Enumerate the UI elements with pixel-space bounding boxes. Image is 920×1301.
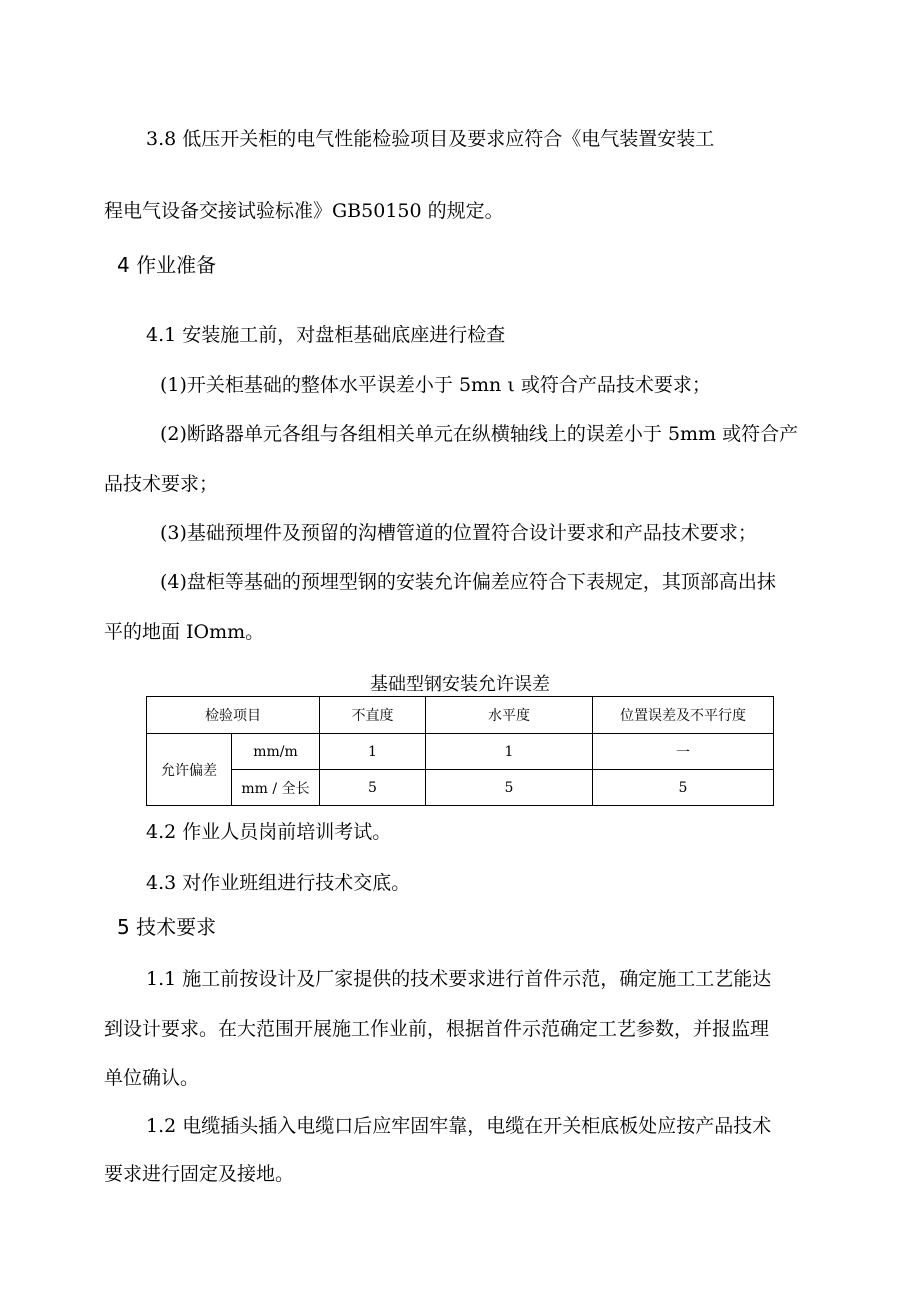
item-4-line1: (4)盘柜等基础的预埋型钢的安装允许偏差应符合下表规定，其顶部高出抹: [160, 571, 776, 593]
row-unit: mm / 全长: [232, 770, 320, 806]
header-straightness: 不直度: [320, 697, 426, 734]
cell-position: 5: [593, 770, 774, 806]
table-row: [147, 770, 774, 806]
table-header-row: [147, 697, 774, 734]
header-position-error: 位置误差及不平行度: [593, 697, 774, 734]
para-4-3: 4.3 对作业班组进行技术交底。: [146, 872, 411, 894]
section-heading-5: 5 技术要求: [117, 915, 217, 939]
item-2-line1: (2)断路器单元各组与各组相关单元在纵横轴线上的误差小于 5mm 或符合产: [160, 423, 799, 445]
table-row: [147, 734, 774, 770]
item-1: (1)开关柜基础的整体水平误差小于 5mn ι 或符合产品技术要求；: [160, 374, 711, 396]
item-4-line2: 平的地面 IOmm。: [104, 621, 265, 643]
para-1-1-line3: 单位确认。: [104, 1067, 200, 1089]
item-2-line2: 品技术要求；: [104, 473, 219, 495]
table-caption: 基础型钢安装允许误差: [370, 674, 550, 695]
tolerance-table: [146, 696, 774, 806]
para-1-1-line2: 到设计要求。在大范围开展施工作业前，根据首件示范确定工艺参数，并报监理: [104, 1018, 770, 1040]
row-group-label: 允许偏差: [147, 734, 232, 806]
cell-straightness: 5: [320, 770, 426, 806]
cell-levelness: 1: [426, 734, 593, 770]
para-4-2: 4.2 作业人员岗前培训考试。: [146, 821, 392, 843]
para-4-1: 4.1 安装施工前，对盘柜基础底座进行检查: [146, 324, 506, 346]
item-3: (3)基础预埋件及预留的沟槽管道的位置符合设计要求和产品技术要求；: [160, 522, 757, 544]
cell-levelness: 5: [426, 770, 593, 806]
cell-straightness: 1: [320, 734, 426, 770]
cell-position: 一: [593, 734, 774, 770]
para-1-2-line2: 要求进行固定及接地。: [104, 1163, 295, 1185]
row-unit: mm/m: [232, 734, 320, 770]
para-3-8-line1: 3.8 低压开关柜的电气性能检验项目及要求应符合《电气装置安装工: [146, 128, 715, 150]
para-1-1-line1: 1.1 施工前按设计及厂家提供的技术要求进行首件示范，确定施工工艺能达: [146, 968, 772, 990]
para-1-2-line1: 1.2 电缆插头插入电缆口后应牢固牢靠，电缆在开关柜底板处应按产品技术: [146, 1115, 772, 1137]
para-3-8-line2: 程电气设备交接试验标准》GB50150 的规定。: [104, 200, 504, 222]
section-heading-4: 4 作业准备: [117, 253, 217, 277]
header-levelness: 水平度: [426, 697, 593, 734]
header-inspection-item: 检验项目: [147, 697, 320, 734]
